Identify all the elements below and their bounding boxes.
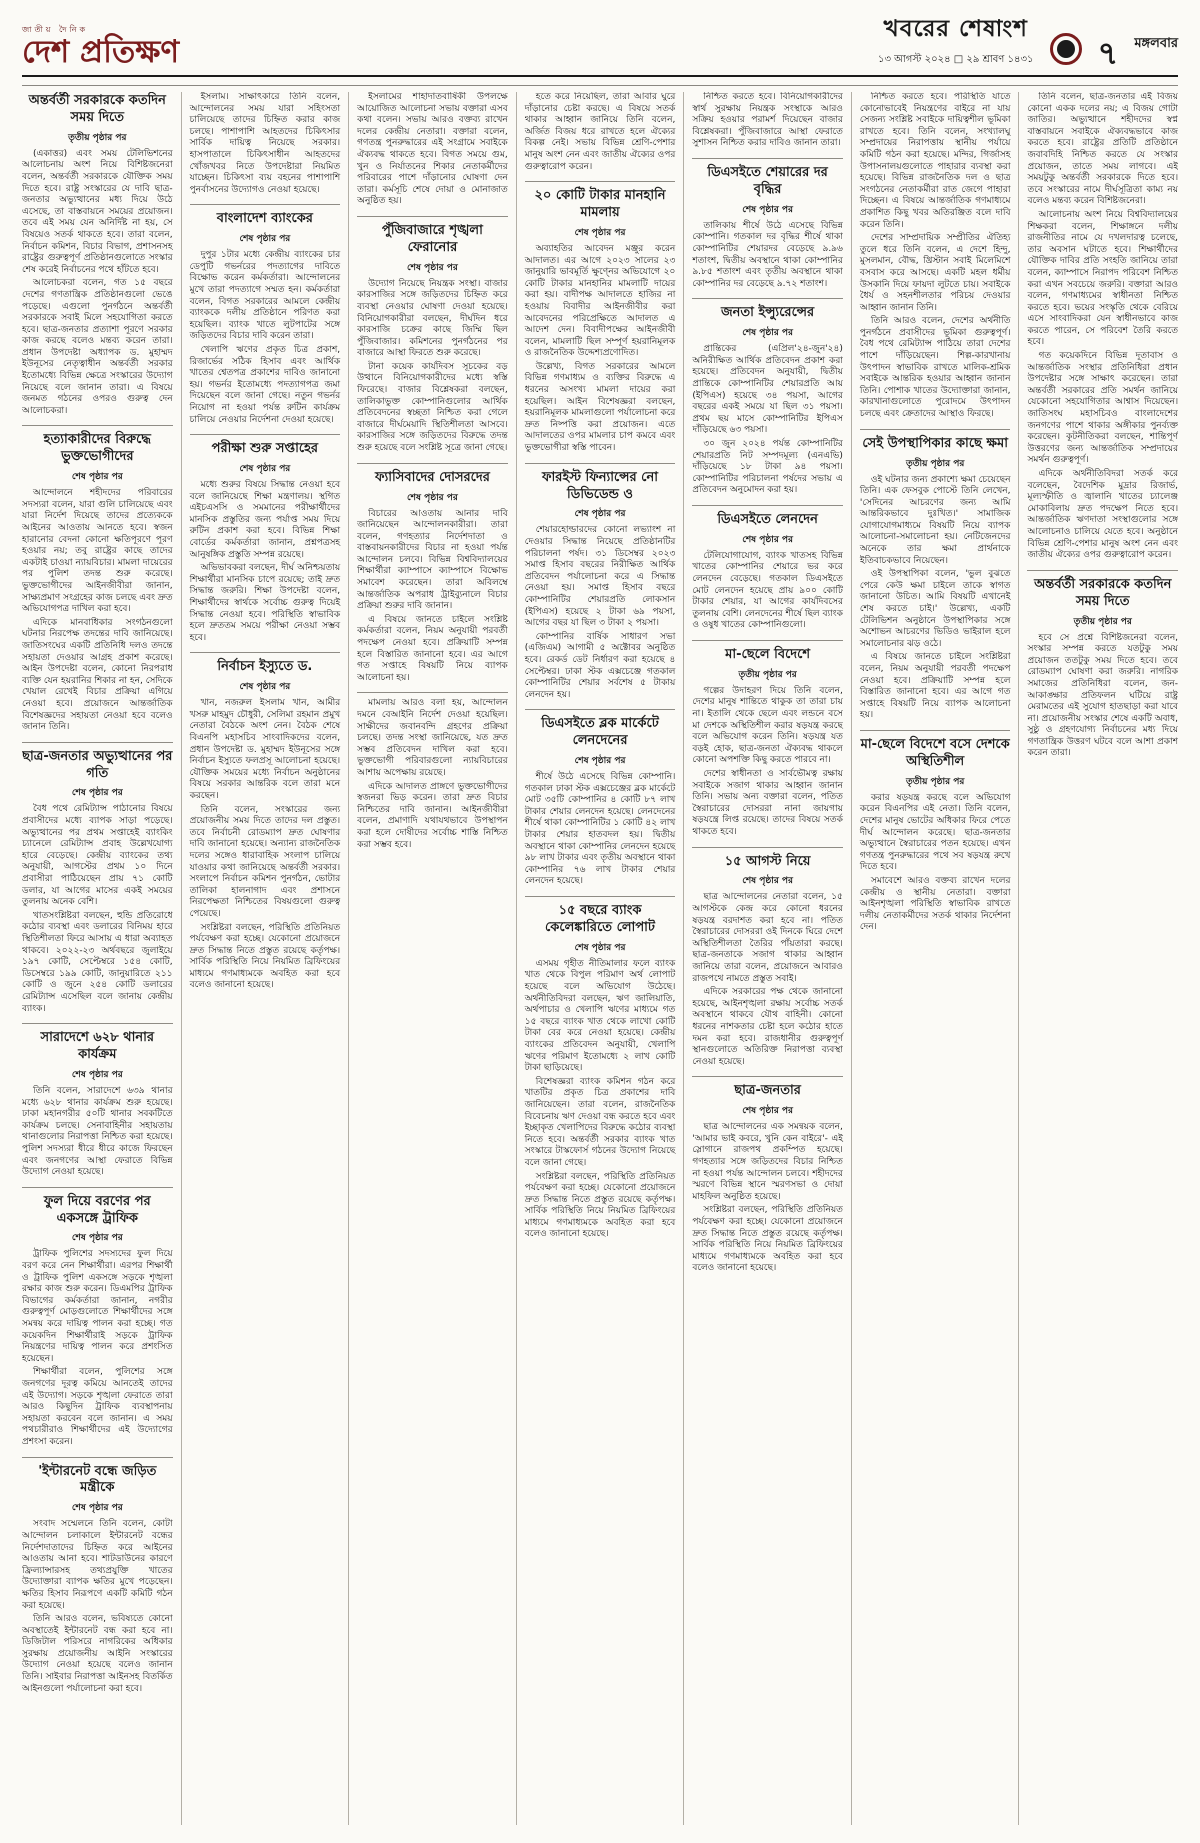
article-headline: ডিএসইতে লেনদেন (717, 511, 818, 527)
article (692, 1076, 843, 1275)
article-body-paragraph: মধ্যে শুরুর বিষয়ে সিদ্ধান্ত নেওয়া হবে বলে জানিয়েছে শিক্ষা মন্ত্রণালয়। স্থগিত এইচএসসি ও সমমানের পরীক্ষার্থীদের মানসিক প্রস্তুতির জন্য পর্যাপ্ত সময় দিয়ে রুটিন প্রকাশ করা হবে। বিভিন্ন শিক্ষা বোর্ডের কর্মকর্তারা জানান, প্রশ্নপত্রসহ আনুষঙ্গিক প্রস্তুতি সম্পন্ন রয়েছে। (189, 480, 341, 560)
article-headline: পরীক্ষা শুরু সপ্তাহের (211, 441, 319, 457)
newspaper-brand (22, 26, 179, 69)
article (22, 425, 173, 733)
article (692, 847, 843, 1069)
article-headline: ফারইস্ট ফিন্যান্সের নো ডিভিডেন্ড ও (542, 469, 658, 502)
page-number: ৭ (1097, 34, 1119, 72)
article-body-paragraph: দেশের স্বাধীনতা ও সার্বভৌমত্ব রক্ষায় সবাইকে সজাগ থাকার আহ্বান জানান তিনি। সভায় অন্য বক্তারা বলেন, পতিত স্বৈরাচারের দোসররা নানা জায়গায় ষড়যন্ত্রে লিপ্ত রয়েছে। তাদের বিষয়ে সতর্ক থাকতে হবে। (692, 769, 843, 837)
article-headline: 'ইন্টারনেট বন্ধে জড়িত মন্ত্রীকে (38, 1463, 157, 1496)
article-headline: সেই উপস্থাপিকার কাছে ক্ষমা (862, 435, 1008, 451)
article-body-paragraph: সমাবেশে আরও বক্তব্য রাখেন দলের কেন্দ্রীয় ও স্থানীয় নেতারা। বক্তারা আইনশৃঙ্খলা পরিস্থিতি স্বাভাবিক রাখতে দলীয় নেতাকর্মীদের সতর্ক থাকার নির্দেশনা দেন। (859, 875, 1011, 933)
article (525, 463, 676, 702)
article-body-paragraph: গত কয়েকদিনে বিভিন্ন দূতাবাস ও আন্তর্জাতিক সংস্থার প্রতিনিধিরা প্রধান উপদেষ্টার সঙ্গে সাক্ষাৎ করেছেন। তারা অন্তর্বর্তী সরকারের প্রতি সমর্থন জানিয়ে যেকোনো সহযোগিতার আশ্বাস দিয়েছেন। জাতিসংঘ মহাসচিবও বাংলাদেশের জনগণের পাশে থাকার অঙ্গীকার পুনর্ব্যক্ত করেছেন। কূটনীতিকরা বলছেন, শান্তিপূর্ণ উত্তরণের জন্য আন্তর্জাতিক সম্প্রদায়ের সমর্থন গুরুত্বপূর্ণ। (1027, 351, 1178, 466)
article-body-paragraph: নিশ্চিত করতে হবে। বিনিয়োগকারীদের স্বার্থ সুরক্ষায় নিয়ন্ত্রক সংস্থাকে আরও সক্রিয় হওয়ার পরামর্শ দিয়েছেন বাজার বিশ্লেষকরা। পুঁজিবাজারে আস্থা ফেরাতে সুশাসন নিশ্চিত করার দাবিও জানান তারা। (692, 92, 843, 149)
article-body-paragraph: শীর্ষে উঠে এসেছে বিভিন্ন কোম্পানি। গতকাল ঢাকা স্টক এক্সচেঞ্জের ব্লক মার্কেটে মোট ৩৫টি কোম্পানির ৪ কোটি ৮৭ লাখ টাকার শেয়ার লেনদেন হয়েছে। লেনদেনের শীর্ষে থাকা কোম্পানিটির ১ কোটি ৪২ লাখ টাকার শেয়ার হাতবদল হয়। দ্বিতীয় অবস্থানে থাকা কোম্পানির লেনদেন হয়েছে ৯৮ লাখ টাকার এবং তৃতীয় অবস্থানে থাকা কোম্পানির ৭৬ লাখ টাকার শেয়ার লেনদেন হয়েছে। (524, 772, 676, 887)
newspaper-emblem-icon (1050, 33, 1082, 65)
article-continuation (692, 92, 843, 150)
article-body-paragraph: টেলিযোগাযোগ, ব্যাংক খাতসহ বিভিন্ন খাতের কোম্পানির শেয়ারে ভর করে লেনদেন বেড়েছে। গতকাল ডিএসইতে মোট লেনদেন হয়েছে প্রায় ৯০০ কোটি টাকার শেয়ার, যা আগের কার্যদিবসের তুলনায় বেশি। লেনদেনের শীর্ষে ছিল ব্যাংক ও ওষুধ খাতের কোম্পানিগুলো। (692, 550, 843, 631)
article-body-paragraph: ট্রাফিক পুলিশের সদস্যদের ফুল দিয়ে বরণ করে নেন শিক্ষার্থীরা। এরপর শিক্ষার্থী ও ট্রাফিক পুলিশ একসঙ্গে সড়কে শৃঙ্খলা রক্ষার কাজ শুরু করেন। ডিএমপির ট্রাফিক বিভাগের কর্মকর্তারা জানান, নগরীর গুরুত্বপূর্ণ মোড়গুলোতে শিক্ষার্থীদের সঙ্গে সমন্বয় করে দায়িত্ব পালন করা হচ্ছে। গত কয়েকদিন শিক্ষার্থীরাই সড়কে ট্রাফিক নিয়ন্ত্রণের দায়িত্ব পালন করে প্রশংসিত হয়েছেন। (22, 1249, 173, 1364)
continued-from-label: শেষ পৃষ্ঠার পর (71, 1233, 123, 1244)
continued-from-label: শেষ পৃষ্ঠার পর (574, 509, 626, 520)
continued-from-label: তৃতীয় পৃষ্ঠার পর (1073, 616, 1132, 627)
article (190, 434, 341, 644)
article-body-paragraph: বৈধ পথে রেমিট্যান্স পাঠানোর বিষয়ে প্রবাসীদের মধ্যে ব্যাপক সাড়া পড়েছে। অভ্যুত্থানের পর প্রথম সপ্তাহেই ব্যাংকিং চ্যানেলে রেমিট্যান্স প্রবাহ উল্লেখযোগ্য হারে বেড়েছে। কেন্দ্রীয় ব্যাংকের তথ্য অনুযায়ী, আগস্টের প্রথম ১০ দিনে প্রবাসীরা পাঠিয়েছেন প্রায় ৭১ কোটি ডলার, যা আগের মাসের একই সময়ের তুলনায় অনেক বেশি। (22, 804, 173, 908)
article-headline: অন্তর্বর্তী সরকারকে কতদিন সময় দিতে (28, 93, 166, 125)
article-body-paragraph: কোম্পানির বার্ষিক সাধারণ সভা (এজিএম) আগামী ৫ অক্টোবর অনুষ্ঠিত হবে। রেকর্ড ডেট নির্ধারণ করা হয়েছে ৪ সেপ্টেম্বর। ঢাকা স্টক এক্সচেঞ্জে গতকাল কোম্পানিটির শেয়ার সর্বশেষ ৫ টাকায় লেনদেন হয়। (524, 631, 676, 700)
newspaper-logo: দেশ প্রতিক্ষণ (22, 34, 180, 71)
column-7 (1018, 92, 1178, 1825)
article-continuation (190, 92, 341, 196)
article-body-paragraph: এদিকে মানবাধিকার সংগঠনগুলো ঘটনার নিরপেক্ষ তদন্তের দাবি জানিয়েছে। জাতিসংঘের একটি প্রতিনিধি দলও তদন্তে সহায়তা দেওয়ার আগ্রহ প্রকাশ করেছে। আইন উপদেষ্টা বলেন, কোনো নিরপরাধ ব্যক্তি যেন হয়রানির শিকার না হন, সেদিকে খেয়াল রেখেই বিচার প্রক্রিয়া এগিয়ে নেওয়া হবে। প্রয়োজনে আন্তর্জাতিক বিশেষজ্ঞদের সহায়তা নেওয়া হবে বলেও জানান তিনি। (22, 617, 173, 733)
article-body-paragraph: হবে সে প্রশ্নে বিশিষ্টজনেরা বলেন, সংস্কার সম্পন্ন করতে যতটুকু সময় প্রয়োজন ততটুকু সময় দিতে হবে। তবে রোডম্যাপ ঘোষণা করা জরুরি। নাগরিক সমাজের প্রতিনিধিরা বলেন, জন-আকাঙ্ক্ষার প্রতিফলন ঘটিয়ে রাষ্ট্র মেরামতের এই সুযোগ হাতছাড়া করা যাবে না। প্রয়োজনীয় সংস্কার শেষে একটি অবাধ, সুষ্ঠু ও গ্রহণযোগ্য নির্বাচনের মধ্য দিয়ে গণতান্ত্রিক উত্তরণ ঘটবে বলে আশা প্রকাশ করেন তারা। (1027, 632, 1178, 759)
article-headline: বাংলাদেশ ব্যাংকের (216, 211, 313, 227)
article-headline: পুঁজিবাজারে শৃঙ্খলা ফেরানোর (382, 222, 483, 255)
article-body-paragraph: নিশ্চিত করতে হবে। পরিস্থিতি যাতে কোনোভাবেই নিয়ন্ত্রণের বাইরে না যায় সেজন্য সংশ্লিষ্ট সবাইকে দায়িত্বশীল ভূমিকা রাখতে হবে। তিনি বলেন, সংখ্যালঘু সম্প্রদায়ের নিরাপত্তায় স্থানীয় পর্যায়ে কমিটি গঠন করা হয়েছে। মন্দির, গির্জাসহ উপাসনালয়গুলোতে পাহারার ব্যবস্থা করা হয়েছে। বিভিন্ন রাজনৈতিক দল ও ছাত্র সংগঠনের নেতাকর্মীরা রাত জেগে পাহারা দিচ্ছেন। এ বিষয়ে আন্তর্জাতিক গণমাধ্যমে প্রকাশিত কিছু খবর অতিরঞ্জিত বলে দাবি করেন তিনি। (859, 92, 1011, 230)
article-continuation (1027, 92, 1178, 562)
article (22, 742, 173, 1015)
weekday-label: মঙ্গলবার (1134, 36, 1178, 51)
columns (22, 85, 1178, 1825)
article-headline: হত্যাকারীদের বিরুদ্ধে ভুক্তভোগীদের (43, 432, 151, 465)
article-body-paragraph: এদিকে অর্থনীতিবিদরা সতর্ক করে বলেছেন, বৈদেশিক মুদ্রার রিজার্ভ, মূল্যস্ফীতি ও জ্বালানি খাতের চ্যালেঞ্জ মোকাবিলায় দ্রুত পদক্ষেপ নিতে হবে। আন্তর্জাতিক ঋণদাতা সংস্থাগুলোর সঙ্গে আলোচনাও চালিয়ে যেতে হবে। অনুষ্ঠানে বিভিন্ন শ্রেণি-পেশার মানুষ অংশ নেন এবং জাতীয় ঐক্যের ওপর গুরুত্বারোপ করেন। (1027, 469, 1178, 561)
article-body-paragraph: এদিকে সরকারের পক্ষ থেকে জানানো হয়েছে, আইনশৃঙ্খলা রক্ষায় সর্বোচ্চ সতর্ক অবস্থানে থাকবে যৌথ বাহিনী। কোনো ধরনের নাশকতার চেষ্টা হলে কঠোর হাতে দমন করা হবে। রাজধানীর গুরুত্বপূর্ণ স্থানগুলোতে অতিরিক্ত নিরাপত্তা ব্যবস্থা নেওয়া হয়েছে। (692, 987, 843, 1067)
column-1 (22, 92, 181, 1825)
article-body-paragraph: ছাত্র আন্দোলনের এক সমন্বয়ক বলেন, 'আমার ভাই কবরে, খুনি কেন বাইরে'- এই স্লোগানে রাজপথ প্রকম্পিত হয়েছে। গণহত্যার সঙ্গে জড়িতদের বিচার নিশ্চিত না হওয়া পর্যন্ত আন্দোলন চলবে। শহীদদের স্মরণে বিভিন্ন স্থানে স্মরণসভা ও দোয়া মাহফিল অনুষ্ঠিত হয়েছে। (692, 1122, 843, 1202)
article-headline: ২০ কোটি টাকার মানহানি মামলায় (534, 188, 666, 221)
article-headline: মা-ছেলে বিদেশে (725, 646, 811, 662)
article (525, 896, 676, 1241)
article-body-paragraph: ইসলাম। সাক্ষাৎকারে তিনি বলেন, আন্দোলনের সময় যারা সহিংসতা চালিয়েছে তাদের চিহ্নিত করার কাজ চলছে। পাশাপাশি আহতদের চিকিৎসার সার্বিক দায়িত্ব নিয়েছে সরকার। হাসপাতালে চিকিৎসাধীন আহতদের খোঁজখবর নিতে উপদেষ্টারা নিয়মিত যাচ্ছেন। চিকিৎসা ব্যয় বহনের পাশাপাশি পুনর্বাসনের উদ্যোগও নেওয়া হয়েছে। (189, 92, 341, 195)
article-body-paragraph: দেশের সাম্প্রদায়িক সম্প্রীতির ঐতিহ্য তুলে ধরে তিনি বলেন, এ দেশে হিন্দু, মুসলমান, বৌদ্ধ, খ্রিস্টান সবাই মিলেমিশে বসবাস করে আসছে। একটি মহল ধর্মীয় উসকানি দিয়ে ফায়দা লুটতে চায়। সবাইকে ধৈর্য ও সহনশীলতার পরিচয় দেওয়ার আহ্বান জানান তিনি। (859, 233, 1011, 313)
continued-from-label: শেষ পৃষ্ঠার পর (407, 262, 458, 273)
article-continuation (525, 92, 676, 173)
continued-from-label: শেষ পৃষ্ঠার পর (407, 492, 458, 503)
article-body-paragraph: সংশ্লিষ্টরা বলছেন, পরিস্থিতি প্রতিনিয়ত পর্যবেক্ষণ করা হচ্ছে। যেকোনো প্রয়োজনে দ্রুত সিদ্ধান্ত নিতে প্রস্তুত রয়েছে কর্তৃপক্ষ। সার্বিক পরিস্থিতি নিয়ে নিয়মিত ব্রিফিংয়ের মাধ্যমে গণমাধ্যমকে অবহিত করা হবে বলেও জানানো হয়েছে। (524, 1171, 676, 1240)
article-headline: ১৫ বছরে ব্যাংক কেলেঙ্কারিতে লোপাট (545, 903, 655, 935)
article-headline: মা-ছেলে বিদেশে বসে দেশকে অস্থিতিশীল (860, 736, 1010, 769)
continued-from-label: শেষ পৃষ্ঠার পর (71, 788, 123, 799)
article (22, 1457, 173, 1696)
article-headline: ডিএসইতে ব্লক মার্কেটে লেনদেনের (541, 716, 659, 749)
article (1027, 570, 1178, 760)
article-body-paragraph: তালিকায় শীর্ষে উঠে এসেছে বিভিন্ন কোম্পানি। গতকাল দর বৃদ্ধির শীর্ষে থাকা কোম্পানিটির শেয়ারদর বেড়েছে ৯.৯৬ শতাংশ, দ্বিতীয় অবস্থানে থাকা কোম্পানির ৯.৮৫ শতাংশ এবং তৃতীয় অবস্থানে থাকা কোম্পানির দর বেড়েছে ৯.৭২ শতাংশ। (692, 220, 843, 289)
section-title: খবরের শেষাংশ (883, 16, 1028, 42)
masthead (22, 10, 1178, 77)
article-body-paragraph: আলোচকরা বলেন, গত ১৫ বছরে দেশের গণতান্ত্রিক প্রতিষ্ঠানগুলো ভেঙে পড়েছে। এগুলো পুনর্গঠনে অন্তর্বর্তী সরকারকে সবাই মিলে সহযোগিতা করতে হবে। ছাত্র-জনতার প্রত্যাশা পূরণে সরকার কাজ করছে বলেও মন্তব্য করেন তারা। প্রধান উপদেষ্টা অধ্যাপক ড. মুহাম্মদ ইউনূসের নেতৃত্বাধীন অন্তর্বর্তী সরকার ইতোমধ্যে বিভিন্ন ক্ষেত্রে সংস্কারের উদ্যোগ নিয়েছে বলে জানান তারা। এ বিষয়ে জনমত গঠনের ওপরও গুরুত্ব দেন আলোচকরা। (22, 278, 173, 416)
section-title-block (878, 10, 1034, 69)
article (860, 429, 1011, 722)
continued-from-label: তৃতীয় পৃষ্ঠার পর (68, 132, 127, 143)
brand-tagline: জাতীয় দৈনিক (22, 25, 89, 35)
article (22, 93, 173, 417)
article-body-paragraph: সংশ্লিষ্টরা বলছেন, পরিস্থিতি প্রতিনিয়ত পর্যবেক্ষণ করা হচ্ছে। যেকোনো প্রয়োজনে দ্রুত সিদ্ধান্ত নিতে প্রস্তুত রয়েছে কর্তৃপক্ষ। সার্বিক পরিস্থিতি নিয়ে নিয়মিত ব্রিফিংয়ের মাধ্যমে গণমাধ্যমকে অবহিত করা হবে বলেও জানানো হয়েছে। (692, 1205, 843, 1274)
article-body-paragraph: শেয়ারহোল্ডারদের কোনো লভ্যাংশ না দেওয়ার সিদ্ধান্ত নিয়েছে প্রতিষ্ঠানটির পরিচালনা পর্ষদ। ৩১ ডিসেম্বর ২০২৩ সমাপ্ত হিসাব বছরের নিরীক্ষিত আর্থিক প্রতিবেদন পর্যালোচনা করে এ সিদ্ধান্ত নেওয়া হয়। সমাপ্ত হিসাব বছরে কোম্পানিটির শেয়ারপ্রতি লোকসান (ইপিএস) হয়েছে ২ টাকা ৬৯ পয়সা, আগের বছর যা ছিল ৩ টাকা ২ পয়সা। (524, 525, 676, 629)
continued-from-label: শেষ পৃষ্ঠার পর (239, 464, 291, 475)
article-body-paragraph: তিনি বলেন, সারাদেশে ৬৩৯ থানার মধ্যে ৬২৮ থানার কার্যক্রম শুরু হয়েছে। ঢাকা মহানগরীর ৫০টি থানার সবকটিতে কার্যক্রম চলছে। সেনাবাহিনীর সহায়তায় থানাগুলোর নিরাপত্তা নিশ্চিত করা হয়েছে। পুলিশ সদস্যরা ধীরে ধীরে কাজে ফিরছেন এবং জনগণের আস্থা ফেরাতে বিভিন্ন উদ্যোগ নেওয়া হয়েছে। (22, 1085, 173, 1178)
article-body-paragraph: মামলায় আরও বলা হয়, আন্দোলন দমনে বেআইনি নির্দেশ দেওয়া হয়েছিল। সাক্ষীদের জবানবন্দি গ্রহণের প্রক্রিয়া চলছে। তদন্ত সংস্থা জানিয়েছে, যত দ্রুত সম্ভব প্রতিবেদন দাখিল করা হবে। ভুক্তভোগী পরিবারগুলো ন্যায়বিচারের আশায় অপেক্ষায় রয়েছে। (357, 698, 508, 778)
article (22, 1187, 173, 1449)
article-body-paragraph: শিক্ষার্থীরা বলেন, পুলিশের সঙ্গে জনগণের দূরত্ব কমিয়ে আনতেই তাদের এই উদ্যোগ। সড়কে শৃঙ্খলা ফেরাতে তারা আরও কিছুদিন ট্রাফিক ব্যবস্থাপনায় সহায়তা করবেন বলে জানান। এ সময় পথচারীরাও শিক্ষার্থীদের এই উদ্যোগের প্রশংসা করেন। (22, 1367, 173, 1447)
continued-from-label: শেষ পৃষ্ঠার পর (574, 756, 626, 767)
column-3 (348, 92, 516, 1825)
article-headline: ফুল দিয়ে বরণের পর একসঙ্গে ট্রাফিক (43, 1193, 151, 1226)
article-continuation (860, 92, 1011, 421)
article-body-paragraph: সংশ্লিষ্টরা বলছেন, পরিস্থিতি প্রতিনিয়ত পর্যবেক্ষণ করা হচ্ছে। যেকোনো প্রয়োজনে দ্রুত সিদ্ধান্ত নিতে প্রস্তুত রয়েছে কর্তৃপক্ষ। সার্বিক পরিস্থিতি নিয়ে নিয়মিত ব্রিফিংয়ের মাধ্যমে গণমাধ্যমকে অবহিত করা হবে বলেও জানানো হয়েছে। (189, 922, 341, 991)
article (190, 652, 341, 992)
continued-from-label: তৃতীয় পৃষ্ঠার পর (738, 669, 797, 680)
article (692, 158, 843, 290)
article-body-paragraph: দুপুর ১টার মধ্যে কেন্দ্রীয় ব্যাংকের চার ডেপুটি গভর্নরের পদত্যাগের দাবিতে বিক্ষোভ করেন কর্মকর্তারা। আন্দোলনের মুখে তারা পদত্যাগে সম্মত হন। কর্মকর্তারা বলেন, বিগত সরকারের আমলে কেন্দ্রীয় ব্যাংককে দলীয় প্রতিষ্ঠানে পরিণত করা হয়েছিল। ব্যাংক খাতে লুটপাটের সঙ্গে জড়িতদের বিচার দাবি করেন তারা। (189, 250, 341, 342)
column-4 (516, 92, 684, 1825)
article-body-paragraph: খান, নজরুল ইসলাম খান, আমীর খসরু মাহমুদ চৌধুরী, সেলিমা রহমান প্রমুখ নেতারা বৈঠকে অংশ নেন। বৈঠক শেষে বিএনপি মহাসচিব সাংবাদিকদের বলেন, প্রধান উপদেষ্টা ড. মুহাম্মদ ইউনূসের সঙ্গে নির্বাচন ইস্যুতে ফলপ্রসূ আলোচনা হয়েছে। যৌক্তিক সময়ের মধ্যে নির্বাচন অনুষ্ঠানের বিষয়ে সরকার আন্তরিক বলে তারা মনে করছেন। (189, 698, 341, 801)
article-headline: ১৫ আগস্ট নিয়ে (724, 853, 811, 869)
continued-from-label: শেষ পৃষ্ঠার পর (239, 234, 291, 245)
continued-from-label: শেষ পৃষ্ঠার পর (71, 1069, 123, 1080)
article-body-paragraph: টানা কয়েক কার্যদিবস সূচকের বড় উত্থানে বিনিয়োগকারীদের মধ্যে স্বস্তি ফিরেছে। বাজার বিশ্লেষকরা বলছেন, তালিকাভুক্ত কোম্পানিগুলোর আর্থিক প্রতিবেদনের স্বচ্ছতা নিশ্চিত করা গেলে বাজারে দীর্ঘমেয়াদি স্থিতিশীলতা আসবে। কারসাজির সঙ্গে জড়িতদের বিরুদ্ধে তদন্ত শুরু হয়েছে বলে সংশ্লিষ্ট সূত্রে জানা গেছে। (357, 361, 508, 454)
article-body-paragraph: অব্যাহতির আবেদন মঞ্জুর করেন আদালত। এর আগে ২০২৩ সালের ২৩ জানুয়ারি ভাবমূর্তি ক্ষুণ্নের অভিযোগে ২০ কোটি টাকার মানহানির মামলাটি দায়ের করা হয়। বাদীপক্ষ আদালতে হাজির না হওয়ায় বিবাদীর আইনজীবীর করা আবেদনের পরিপ্রেক্ষিতে আদালত এ আদেশ দেন। বিবাদীপক্ষের আইনজীবী বলেন, মামলাটি ছিল সম্পূর্ণ হয়রানিমূলক ও রাজনৈতিক উদ্দেশ্যপ্রণোদিত। (524, 243, 676, 359)
article-body-paragraph: ৩০ জুন ২০২৪ পর্যন্ত কোম্পানিটির শেয়ারপ্রতি নিট সম্পদমূল্য (এনএভি) দাঁড়িয়েছে ১৮ টাকা ৯৪ পয়সা। কোম্পানিটির পরিচালনা পর্ষদের সভায় এ প্রতিবেদন অনুমোদন করা হয়। (692, 438, 843, 496)
article-body-paragraph: বিশেষজ্ঞরা ব্যাংক কমিশন গঠন করে খাতটির প্রকৃত চিত্র প্রকাশের দাবি জানিয়েছেন। তারা বলেন, রাজনৈতিক বিবেচনায় ঋণ দেওয়া বন্ধ করতে হবে এবং ইচ্ছাকৃত খেলাপিদের বিরুদ্ধে কঠোর ব্যবস্থা নিতে হবে। অন্তর্বর্তী সরকার ব্যাংক খাত সংস্কারে টাস্কফোর্স গঠনের উদ্যোগ নিয়েছে বলে জানা গেছে। (524, 1076, 676, 1168)
article-body-paragraph: খেলাপি ঋণের প্রকৃত চিত্র প্রকাশ, রিজার্ভের সঠিক হিসাব এবং আর্থিক খাতের শ্বেতপত্র প্রকাশের দাবিও জানানো হয়। গভর্নর ইতোমধ্যে পদত্যাগপত্র জমা দিয়েছেন বলে জানা গেছে। নতুন গভর্নর নিয়োগ না হওয়া পর্যন্ত রুটিন কার্যক্রম চালিয়ে নেওয়ার নির্দেশনা দেওয়া হয়েছে। (189, 344, 341, 425)
article (190, 204, 341, 426)
article (357, 463, 508, 685)
article (525, 709, 676, 888)
continued-from-label: শেষ পৃষ্ঠার পর (742, 1106, 793, 1117)
article-body-paragraph: (একাত্তর) এবং সময় টেলিভিশনের আলোচনায় অংশ নিয়ে বিশিষ্টজনেরা বলেন, অন্তর্বর্তী সরকারকে যৌক্তিক সময় দিতে হবে। রাষ্ট্র সংস্কারের যে দাবি ছাত্র-জনতার অভ্যুত্থানের মধ্য দিয়ে উঠে এসেছে, তা বাস্তবায়নে সময়ের প্রয়োজন। তবে এই সময় যেন অনির্দিষ্ট না হয়, সে বিষয়েও সতর্ক থাকতে হবে। তারা বলেন, নির্বাচন কমিশন, বিচার বিভাগ, প্রশাসনসহ রাষ্ট্রের গুরুত্বপূর্ণ প্রতিষ্ঠানগুলোতে সংস্কার শেষ করেই নির্বাচনের পথে হাঁটতে হবে। (22, 148, 173, 275)
article-body-paragraph: আন্দোলনে শহীদদের পরিবারের সদস্যরা বলেন, যারা গুলি চালিয়েছে এবং যারা নির্দেশ দিয়েছে তাদের প্রত্যেককে আইনের আওতায় আনতে হবে। স্বজন হারানোর বেদনা কোনো ক্ষতিপূরণে পূরণ হওয়ার নয়; তবু রাষ্ট্রের কাছে তাদের একটাই চাওয়া ন্যায়বিচার। মামলা দায়েরের পর পুলিশ তদন্ত শুরু করেছে। ভুক্তভোগীদের আইনজীবীরা জানান, সাক্ষ্যপ্রমাণ সংগ্রহের কাজ চলছে এবং দ্রুত অভিযোগপত্র দাখিল করা হবে। (22, 488, 173, 615)
article-body-paragraph: হতে করে নিয়েছিল, তারা আবার ঘুরে দাঁড়ানোর চেষ্টা করছে। এ বিষয়ে সতর্ক থাকার আহ্বান জানিয়ে তিনি বলেন, অর্জিত বিজয় ধরে রাখতে হলে ঐক্যের বিকল্প নেই। সভায় বিভিন্ন শ্রেণি-পেশার মানুষ অংশ নেন এবং জাতীয় ঐক্যের ওপর গুরুত্বারোপ করেন। (524, 92, 676, 172)
article-body-paragraph: করার ষড়যন্ত্র করছে বলে অভিযোগ করেন বিএনপির এই নেতা। তিনি বলেন, দেশের মানুষ ভোটের অধিকার ফিরে পেতে দীর্ঘ আন্দোলন করেছে। ছাত্র-জনতার অভ্যুত্থানে স্বৈরাচারের পতন হয়েছে। এখন গণতন্ত্র পুনরুদ্ধারের পথে সব ষড়যন্ত্র রুখে দিতে হবে। (859, 792, 1011, 873)
continued-from-label: শেষ পৃষ্ঠার পর (574, 942, 626, 953)
article-headline: ছাত্র-জনতার অভ্যুত্থানের পর গতি (22, 748, 173, 781)
article-body-paragraph: উল্লেখ্য, বিগত সরকারের আমলে বিভিন্ন গণমাধ্যম ও ব্যক্তির বিরুদ্ধে এ ধরনের অসংখ্য মামলা দায়ের করা হয়েছিল। আইন বিশেষজ্ঞরা বলছেন, হয়রানিমূলক মামলাগুলো পর্যালোচনা করে দ্রুত নিষ্পত্তি করা প্রয়োজন। এতে আদালতের ওপর মামলার চাপ কমবে এবং ভুক্তভোগীরা স্বস্তি পাবেন। (524, 361, 676, 454)
article (22, 1023, 173, 1179)
continued-from-label: তৃতীয় পৃষ্ঠার পর (906, 458, 965, 469)
article-body-paragraph: এসময় গৃহীত নীতিমালার ফলে ব্যাংক খাত থেকে বিপুল পরিমাণ অর্থ লোপাট হয়েছে বলে অভিযোগ উঠেছে। অর্থনীতিবিদরা বলছেন, ঋণ জালিয়াতি, অর্থপাচার ও খেলাপি ঋণের মাধ্যমে গত ১৫ বছরে ব্যাংক খাত থেকে লাখো কোটি টাকা বের করে নেওয়া হয়েছে। কেন্দ্রীয় ব্যাংকের প্রতিবেদন অনুযায়ী, খেলাপি ঋণের পরিমাণ ইতোমধ্যে ২ লাখ কোটি টাকা ছাড়িয়েছে। (524, 958, 676, 1074)
article (860, 730, 1011, 934)
continued-from-label: শেষ পৃষ্ঠার পর (239, 682, 291, 693)
article-body-paragraph: এ বিষয়ে জানতে চাইলে সংশ্লিষ্ট কর্মকর্তারা বলেন, নিয়ম অনুযায়ী পরবর্তী পদক্ষেপ নেওয়া হবে। প্রক্রিয়াটি সম্পন্ন হলে বিস্তারিত জানানো হবে। এর আগে গত সপ্তাহে বিষয়টি নিয়ে ব্যাপক আলোচনা হয়। (357, 614, 508, 683)
article-headline: নির্বাচন ইস্যুতে ড. (217, 659, 313, 675)
article (525, 181, 676, 454)
article-body-paragraph: ওই উপস্থাপিকা বলেন, 'ভুল বুঝতে পেরে কেউ ক্ষমা চাইলে তাকে স্বাগত জানানো উচিত। আমি বিষয়টি এখানেই শেষ করতে চাই।' উল্লেখ্য, একটি টেলিভিশন অনুষ্ঠানে উপস্থাপিকার সঙ্গে অশোভন আচরণের ভিডিও ভাইরাল হলে সমালোচনার ঝড় ওঠে। (859, 569, 1011, 649)
article-body-paragraph: উদ্যোগ নিয়েছে নিয়ন্ত্রক সংস্থা। বাজার কারসাজির সঙ্গে জড়িতদের চিহ্নিত করে ব্যবস্থা নেওয়ার ঘোষণা দেওয়া হয়েছে। বিনিয়োগকারীরা বলছেন, দীর্ঘদিন ধরে কারসাজি চক্রের কাছে জিম্মি ছিল পুঁজিবাজার। কমিশনের পুনর্গঠনের পর বাজারে আস্থা ফিরতে শুরু করেছে। (357, 278, 508, 359)
column-6 (851, 92, 1019, 1825)
continued-from-label: শেষ পৃষ্ঠার পর (742, 876, 793, 887)
article-body-paragraph: ছাত্র আন্দোলনের নেতারা বলেন, ১৫ আগস্টকে কেন্দ্র করে কোনো ধরনের ষড়যন্ত্র বরদাশত করা হবে না। পতিত স্বৈরাচারের দোসররা ওই দিনকে ঘিরে দেশে অস্থিতিশীলতা তৈরির পাঁয়তারা করছে। ছাত্র-জনতাকে সজাগ থাকার আহ্বান জানিয়ে তারা বলেন, প্রয়োজনে আবারও রাজপথে নামতে প্রস্তুত সবাই। (692, 892, 843, 984)
article-continuation (357, 92, 508, 208)
continued-from-label: শেষ পৃষ্ঠার পর (742, 204, 793, 215)
article (692, 505, 843, 632)
article-headline: ফ্যাসিবাদের দোসরদের (374, 469, 490, 485)
article-body-paragraph: গল্পের উদাহরণ দিয়ে তিনি বলেন, দেশের মানুষ শান্তিতে থাকুক তা তারা চায় না। ইতালি থেকে ছেলে এবং লন্ডনে বসে মা দেশকে অস্থিতিশীল করার ষড়যন্ত্র করছে বলে অভিযোগ করেন তিনি। ষড়যন্ত্র যত বড়ই হোক, ছাত্র-জনতা ঐক্যবদ্ধ থাকলে কোনো অপশক্তি কিছু করতে পারবে না। (692, 685, 843, 766)
article (692, 298, 843, 497)
continued-from-label: শেষ পৃষ্ঠার পর (71, 472, 123, 483)
article-body-paragraph: তিনি বলেন, ছাত্র-জনতার এই বিজয় কোনো একক দলের নয়; এ বিজয় গোটা জাতির। অভ্যুত্থানে শহীদদের স্বপ্ন বাস্তবায়নে সবাইকে ঐক্যবদ্ধভাবে কাজ করতে হবে। রাষ্ট্রের প্রতিটি প্রতিষ্ঠানে জবাবদিহি নিশ্চিত করতে যে সংস্কার প্রয়োজন, তাতে সময় লাগবে। এই সময়টুকু অন্তর্বর্তী সরকারকে দিতে হবে। তবে সংস্কারের নামে দীর্ঘসূত্রিতা কাম্য নয় বলেও মন্তব্য করেন বিশিষ্টজনেরা। (1027, 92, 1178, 207)
article-body-paragraph: এ বিষয়ে জানতে চাইলে সংশ্লিষ্টরা বলেন, নিয়ম অনুযায়ী পরবর্তী পদক্ষেপ নেওয়া হবে। প্রক্রিয়াটি সম্পন্ন হলে বিস্তারিত জানানো হবে। এর আগে গত সপ্তাহে বিষয়টি নিয়ে ব্যাপক আলোচনা হয়। (859, 652, 1011, 721)
article-body-paragraph: বিচারের আওতায় আনার দাবি জানিয়েছেন আন্দোলনকারীরা। তারা বলেন, গণহত্যার নির্দেশদাতা ও বাস্তবায়নকারীদের বিচার না হওয়া পর্যন্ত আন্দোলন চলবে। বিভিন্ন বিশ্ববিদ্যালয়ের শিক্ষার্থীরা ক্যাম্পাসে ক্যাম্পাসে বিক্ষোভ সমাবেশ করেছেন। তারা অবিলম্বে আন্তর্জাতিক অপরাধ ট্রাইব্যুনালে বিচার প্রক্রিয়া শুরুর দাবি জানান। (357, 508, 508, 612)
article-headline: জনতা ইন্স্যুরেন্সের (721, 305, 815, 321)
article-headline: অন্তর্বর্তী সরকারকে কতদিন সময় দিতে (1034, 576, 1172, 609)
article-body-paragraph: ওই ঘটনার জন্য প্রকাশ্যে ক্ষমা চেয়েছেন তিনি। এক ফেসবুক পোস্টে তিনি লেখেন, 'সেদিনের আচরণের জন্য আমি আন্তরিকভাবে দুঃখিত।' সামাজিক যোগাযোগমাধ্যমে বিষয়টি নিয়ে ব্যাপক আলোচনা-সমালোচনা হয়। নেটিজেনদের অনেকে তার ক্ষমা প্রার্থনাকে ইতিবাচকভাবে নিয়েছেন। (859, 474, 1011, 566)
date-line: ১৩ আগস্ট ২০২৪ □ ২৯ শ্রাবণ ১৪৩১ (877, 54, 1034, 65)
article-body-paragraph: তিনি আরও বলেন, ভবিষ্যতে কোনো অবস্থাতেই ইন্টারনেট বন্ধ করা হবে না। ডিজিটাল পরিসরে নাগরিকের অধিকার সুরক্ষায় প্রয়োজনীয় আইনি সংস্কারের উদ্যোগ নেওয়া হয়েছে বলেও জানান তিনি। সাইবার নিরাপত্তা আইনসহ বিতর্কিত আইনগুলো পর্যালোচনা করা হবে। (22, 1614, 173, 1694)
article-body-paragraph: প্রান্তিকের (এপ্রিল'২৪-জুন'২৪) অনিরীক্ষিত আর্থিক প্রতিবেদন প্রকাশ করা হয়েছে। প্রতিবেদন অনুযায়ী, দ্বিতীয় প্রান্তিকে কোম্পানিটির শেয়ারপ্রতি আয় (ইপিএস) হয়েছে ৩৪ পয়সা, আগের বছরের একই সময়ে যা ছিল ৩১ পয়সা। প্রথম ছয় মাসে কোম্পানিটির ইপিএস দাঁড়িয়েছে ৬৩ পয়সা। (692, 344, 843, 436)
continued-from-label: শেষ পৃষ্ঠার পর (71, 1503, 123, 1514)
continued-from-label: শেষ পৃষ্ঠার পর (742, 328, 793, 339)
article (357, 216, 508, 455)
article-continuation (357, 692, 508, 851)
continued-from-label: তৃতীয় পৃষ্ঠার পর (906, 776, 965, 787)
article-body-paragraph: সংবাদ সম্মেলনে তিনি বলেন, কোটা আন্দোলন চলাকালে ইন্টারনেট বন্ধের নির্দেশদাতাদের চিহ্নিত করে আইনের আওতায় আনা হবে। শাটডাউনের কারণে ফ্রিল্যান্সারসহ তথ্যপ্রযুক্তি খাতের উদ্যোক্তারা ব্যাপক ক্ষতির মুখে পড়েছেন। ক্ষতির হিসাব নিরূপণে একটি কমিটি গঠন করা হয়েছে। (22, 1519, 173, 1611)
article-body-paragraph: তিনি বলেন, সংস্কারের জন্য প্রয়োজনীয় সময় দিতে তাদের দল প্রস্তুত। তবে নির্বাচনী রোডম্যাপ দ্রুত ঘোষণার দাবি জানানো হয়েছে। অন্যান্য রাজনৈতিক দলের সঙ্গেও ধারাবাহিক সংলাপ চালিয়ে যাওয়ার কথা জানিয়েছে অন্তর্বর্তী সরকার। সংলাপে নির্বাচন কমিশন পুনর্গঠন, ভোটার তালিকা হালনাগাদ এবং প্রশাসনে নিরপেক্ষতা নিশ্চিতের বিষয়গুলো গুরুত্ব পেয়েছে। (189, 804, 341, 919)
continued-from-label: শেষ পৃষ্ঠার পর (574, 227, 626, 238)
column-2 (181, 92, 349, 1825)
article-headline: ডিএসইতে শেয়ারের দর বৃদ্ধির (707, 164, 828, 197)
article-body-paragraph: এদিকে আদালত প্রাঙ্গণে ভুক্তভোগীদের স্বজনরা ভিড় করেন। তারা দ্রুত বিচার নিশ্চিতের দাবি জানান। আইনজীবীরা বলেন, প্রমাণাদি যথাযথভাবে উপস্থাপন করা হলে দোষীদের সর্বোচ্চ শাস্তি নিশ্চিত করা সম্ভব হবে। (357, 781, 508, 850)
article-body-paragraph: ইসলামের শাহাদাতবার্ষিকী উপলক্ষে আয়োজিত আলোচনা সভায় বক্তারা এসব কথা বলেন। সভায় আরও বক্তব্য রাখেন দলের কেন্দ্রীয় নেতারা। বক্তারা বলেন, গণতন্ত্র পুনরুদ্ধারের এই সংগ্রামে সবাইকে ঐক্যবদ্ধ থাকতে হবে। বিগত সময়ে গুম, খুন ও নির্যাতনের শিকার নেতাকর্মীদের পরিবারের পাশে দাঁড়ানোর ঘোষণা দেন তারা। কর্মসূচি শেষে দোয়া ও মোনাজাত অনুষ্ঠিত হয়। (357, 92, 508, 207)
column-5 (683, 92, 851, 1825)
article-body-paragraph: অভিভাবকরা বলছেন, দীর্ঘ অনিশ্চয়তায় শিক্ষার্থীরা মানসিক চাপে রয়েছে; তাই দ্রুত সিদ্ধান্ত জরুরি। শিক্ষা উপদেষ্টা বলেন, শিক্ষার্থীদের স্বার্থকে সর্বোচ্চ গুরুত্ব দিয়েই সিদ্ধান্ত নেওয়া হবে। পরিস্থিতি স্বাভাবিক হলে দ্রুততম সময়ে পরীক্ষা নেওয়া সম্ভব হবে। (189, 563, 341, 643)
article-body-paragraph: তিনি আরও বলেন, দেশের অর্থনীতি পুনর্গঠনে প্রবাসীদের ভূমিকা গুরুত্বপূর্ণ। বৈধ পথে রেমিট্যান্স পাঠিয়ে তারা দেশের পাশে দাঁড়িয়েছেন। শিল্প-কারখানায় উৎপাদন স্বাভাবিক রাখতে মালিক-শ্রমিক সবাইকে আন্তরিক হওয়ার আহ্বান জানান তিনি। পোশাক খাতের উদ্যোক্তারা জানান, কারখানাগুলোতে পুরোদমে উৎপাদন চলছে এবং ক্রেতাদের আস্থাও ফিরছে। (859, 316, 1011, 420)
article-body-paragraph: আলোচনায় অংশ নিয়ে বিশ্ববিদ্যালয়ের শিক্ষকরা বলেন, শিক্ষাঙ্গনে দলীয় রাজনীতির নামে যে দখলদারত্ব চলেছে, তার অবসান ঘটাতে হবে। শিক্ষার্থীদের যৌক্তিক দাবির প্রতি সংহতি জানিয়ে তারা বলেন, ক্যাম্পাসে নিরাপদ পরিবেশ নিশ্চিত করা এখন সবচেয়ে জরুরি। বক্তারা আরও বলেন, গণমাধ্যমের স্বাধীনতা নিশ্চিত করতে হবে। ভয়ের সংস্কৃতি থেকে বেরিয়ে এসে সাংবাদিকরা যেন স্বাধীনভাবে কাজ করতে পারেন, সে পরিবেশ তৈরি করতে হবে। (1027, 209, 1178, 348)
article-body-paragraph: খাতসংশ্লিষ্টরা বলছেন, হুন্ডি প্রতিরোধে কঠোর ব্যবস্থা এবং ডলারের বিনিময় হারে স্থিতিশীলতা ফিরে আসায় এ ধারা অব্যাহত থাকবে। ২০২২-২৩ অর্থবছরে জুলাইয়ে ১৯৭ কোটি, সেপ্টেম্বরে ১৫৪ কোটি, ডিসেম্বরে ১৯৯ কোটি, জানুয়ারিতে ২১১ কোটি ও জুনে ২৫৪ কোটি ডলারের রেমিট্যান্স এসেছিল বলে জানায় কেন্দ্রীয় ব্যাংক। (22, 910, 173, 1014)
article-headline: ছাত্র-জনতার (734, 1083, 801, 1099)
article (692, 640, 843, 839)
continued-from-label: শেষ পৃষ্ঠার পর (742, 534, 793, 545)
article-headline: সারাদেশে ৬২৮ থানার কার্যক্রম (40, 1030, 155, 1063)
